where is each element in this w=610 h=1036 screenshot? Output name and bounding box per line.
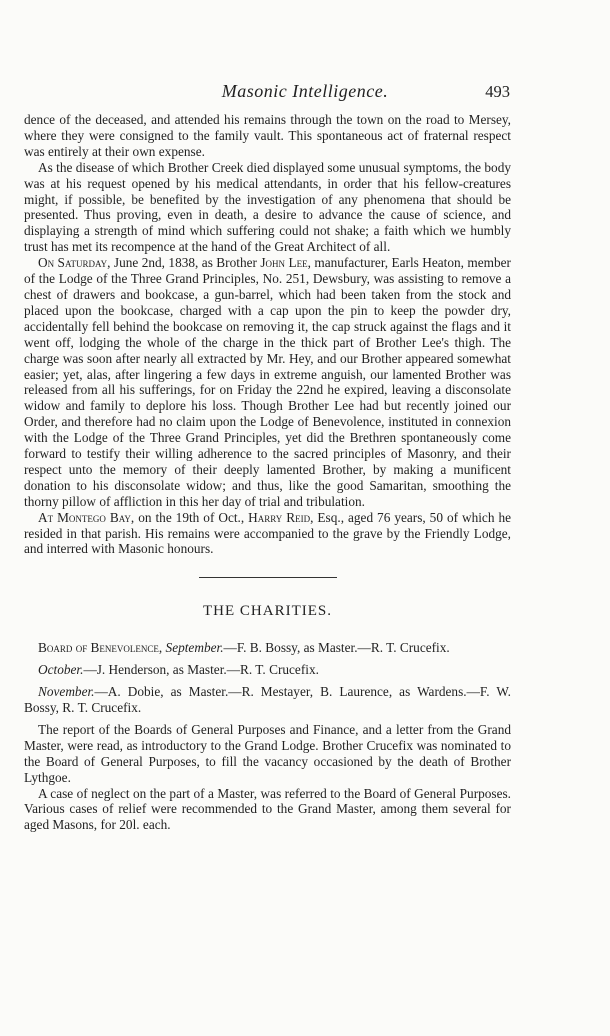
main-text bbox=[24, 112, 511, 833]
paragraph-brother-creek: As the disease of which Brother Creek died displayed some unusual symptoms, the body was at his request opened by his medical attendants, in order that his fellow-creatures might, if possible, be benefited by the investigation of any phenomena that should be presented. Thus proving, even in death, a desire to advance the cause of science, and displaying a strength of mind which suffering could not shake; a faith which we humbly trust has met its recompence at the hand of the Great Architect of all. bbox=[24, 159, 511, 255]
paragraph-john-lee bbox=[24, 255, 511, 510]
paragraph-lead-date: On Saturday, bbox=[38, 255, 111, 271]
entry-month: November. bbox=[38, 684, 95, 700]
paragraph-harry-reid bbox=[24, 510, 511, 558]
paragraph-lead-place: At Montego Bay, bbox=[38, 509, 135, 525]
paragraph-text: on the 19th of Oct., bbox=[134, 509, 249, 525]
section-heading: THE CHARITIES. bbox=[203, 603, 332, 620]
entry-text: —J. Henderson, as Master.—R. T. Crucefix. bbox=[83, 662, 319, 678]
person-name: Harry Reid, bbox=[248, 509, 314, 525]
page-header bbox=[0, 81, 610, 105]
paragraph-funeral-vault: dence of the deceased, and attended his remains through the town on the road to Mersey, where they were consigned to the family vault. This spontaneous act of fraternal respect was entirely at their own expense. bbox=[24, 112, 511, 159]
entry-october bbox=[24, 662, 511, 678]
entry-text: —F. B. Bossy, as Master.—R. T. Crucefix. bbox=[223, 640, 450, 656]
entry-september bbox=[24, 640, 511, 656]
entry-report: The report of the Boards of General Purposes and Finance, and a letter from the Grand Master, were read, as introductory to the Grand Lodge. Brother Crucefix was nominated to the Board of General Purposes, to fill the vacancy occasioned by the death of Brother Lythgoe. bbox=[24, 721, 511, 785]
entry-month: October. bbox=[38, 662, 84, 678]
paragraph-text: June 2nd, 1838, as Brother bbox=[110, 255, 261, 271]
entry-month: September. bbox=[162, 640, 224, 656]
person-name: John Lee, bbox=[260, 255, 311, 271]
section-divider bbox=[199, 577, 337, 578]
page-number: 493 bbox=[485, 82, 510, 101]
entry-neglect-case: A case of neglect on the part of a Master, was referred to the Board of General Purposes. Various cases of relief were recommended to the Grand Master, among them several for aged Masons, for 20l. each. bbox=[24, 785, 511, 833]
entry-text: —A. Dobie, as Master.—R. Mestayer, B. Laurence, as Wardens.—F. W. Bossy, R. T. Crucefix. bbox=[24, 684, 511, 715]
paragraph-text: Esq., aged 76 years, 50 of which he resided in that parish. His remains were accompanied to the grave by the Friendly Lodge, and interred with Masonic honours. bbox=[24, 509, 512, 557]
running-title: Masonic Intelligence. bbox=[221, 81, 389, 101]
paragraph-text: manufacturer, Earls Heaton, member of the Lodge of the Three Grand Principles, No. 251, Dewsbury, was assisting to remove a chest of drawers and bookcase, a gun-barrel, which had been taken from the stock and placed upon the bookcase, charged with a cap upon the pin to keep the powder dry, accidentally fell behind the bookcase on removing it, the cap struck against the flags and it went off, lodging the whole of the charge in the thick part of Brother Lee's thigh. The charge was soon after nearly all extracted by Mr. Hey, and our Brother appeared somewhat easier; yet, alas, after lingering a few days in extreme anguish, our lamented Brother was released from all his sufferings, for on Friday the 22nd he expired, leaving a disconsolate widow and family to deplore his loss. Though Brother Lee had but recently joined our Order, and therefore had no claim upon the Lodge of Benevolence, instituted in connexion with the Lodge of the Three Grand Principles, yet did the Brethren spontaneously come forward to testify their willing adherence to the sacred principles of Masonry, and their respect unto the memory of their deeply lamented Brother, by making a munificent donation to his disconsolate widow; and thus, like the good Samaritan, smoothing the thorny pillow of affliction in this her day of trial and tribulation. bbox=[24, 255, 511, 509]
entry-lead: Board of Benevolence, bbox=[38, 640, 163, 656]
entry-november bbox=[24, 684, 511, 716]
